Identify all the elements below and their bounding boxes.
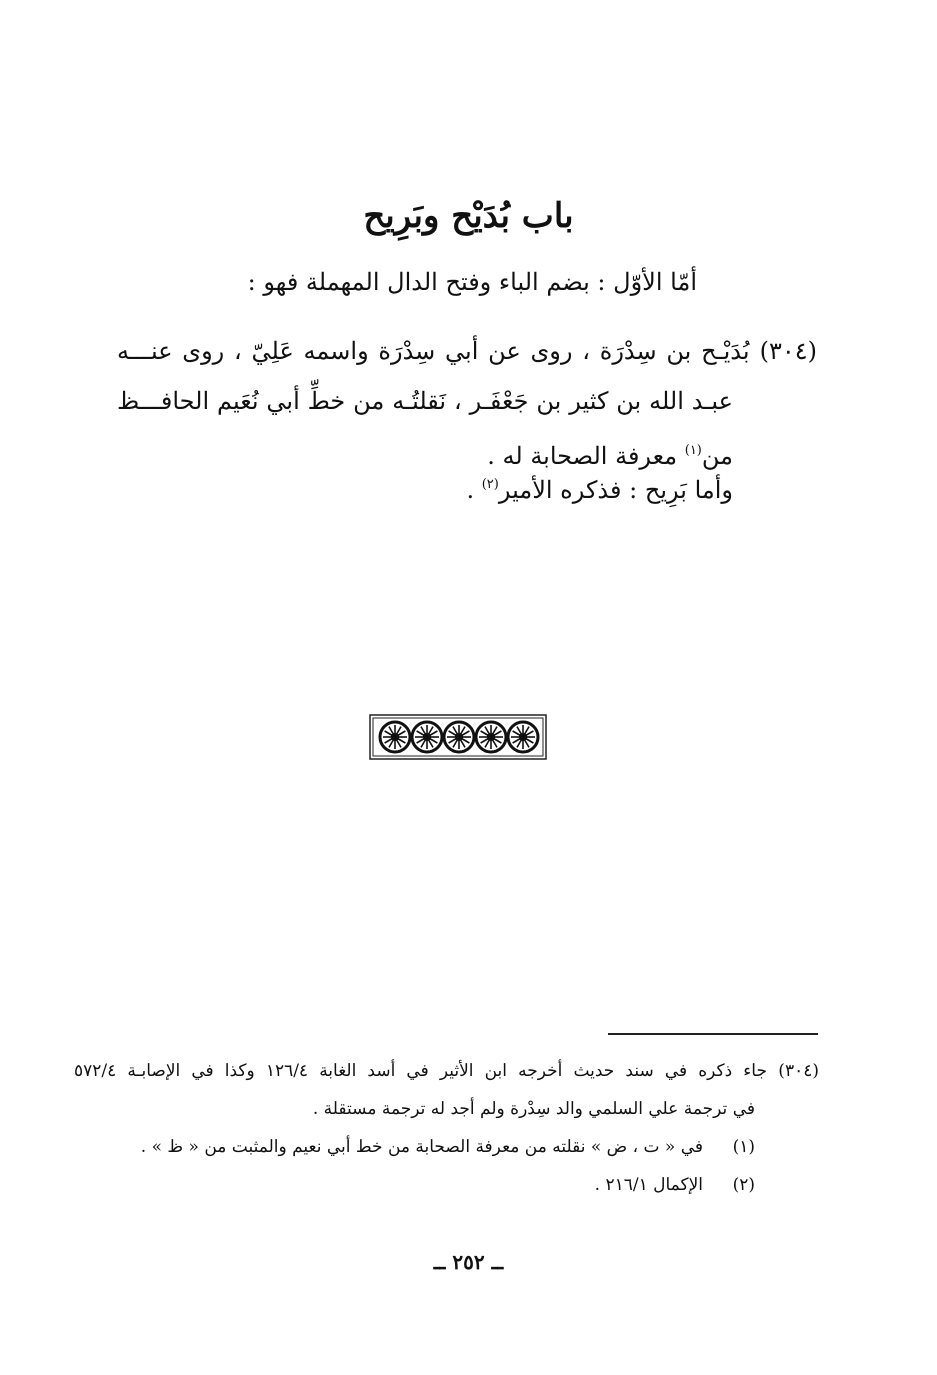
rosette-row: [380, 722, 538, 752]
footnote-304-mark: (٣٠٤): [778, 1061, 819, 1081]
second-text: وأما بَرِيح : فذكره الأمير: [498, 476, 733, 504]
footnote-304-line-2: في ترجمة علي السلمي والد سِدْرة ولم أجد له ترجمة مستقلة .: [312, 1099, 755, 1119]
footnote-rule: [608, 1033, 818, 1035]
footnote-304-line-1: [74, 1052, 819, 1090]
entry-304: [117, 326, 817, 481]
entry-text-1: بُدَيْـح بن سِدْرَة ، روى عن أبي سِدْرَة واسمه عَلِيّ ، روى عنـــه: [117, 337, 750, 365]
footnote-1: [74, 1128, 819, 1166]
chapter-title: باب بُدَيْح وبَرِيح: [363, 196, 574, 236]
footnote-304-text-1: جاء ذكره في سند حديث أخرجه ابن الأثير في أسد الغابة ١٢٦/٤ وكذا في الإصابـة ٥٧٢/٤: [74, 1061, 767, 1081]
entry-text-3b: معرفة الصحابة له .: [487, 442, 685, 470]
footnotes: [74, 1052, 819, 1204]
footnote-2: [74, 1166, 819, 1204]
intro-line: أمّا الأوّل : بضم الباء وفتح الدال المهملة فهو :: [247, 268, 697, 296]
footnote-1-mark: (١): [732, 1137, 755, 1157]
rosette-5: [508, 722, 538, 752]
entry-line-2: عبـد الله بن كثير بن جَعْفَـر ، نَقلتُـه من خطِّ أبي نُعَيم الحافـــظ: [117, 387, 733, 415]
second-name-line: [466, 476, 733, 504]
rosette-1: [380, 722, 410, 752]
second-text-end: .: [466, 476, 482, 504]
rosette-4: [476, 722, 506, 752]
footnote-2-text: الإكمال ٢١٦/١ .: [594, 1175, 703, 1195]
entry-number: (٣٠٤): [759, 337, 817, 365]
page-number: ــ ٢٥٢ ــ: [433, 1250, 504, 1274]
entry-line-3: [117, 426, 817, 481]
footnote-ref-1: (١): [684, 443, 702, 458]
footnote-1-text: في « ت ، ض » نقلته من معرفة الصحابة من خط أبي نعيم والمثبت من « ظ » .: [140, 1137, 703, 1157]
decorative-ornament: [369, 714, 547, 760]
footnote-2-mark: (٢): [732, 1175, 755, 1195]
footnote-ref-2: (٢): [481, 477, 499, 492]
entry-text-3a: من: [701, 442, 733, 470]
entry-line-1: [117, 326, 817, 376]
rosette-3: [444, 722, 474, 752]
rosette-2: [412, 722, 442, 752]
